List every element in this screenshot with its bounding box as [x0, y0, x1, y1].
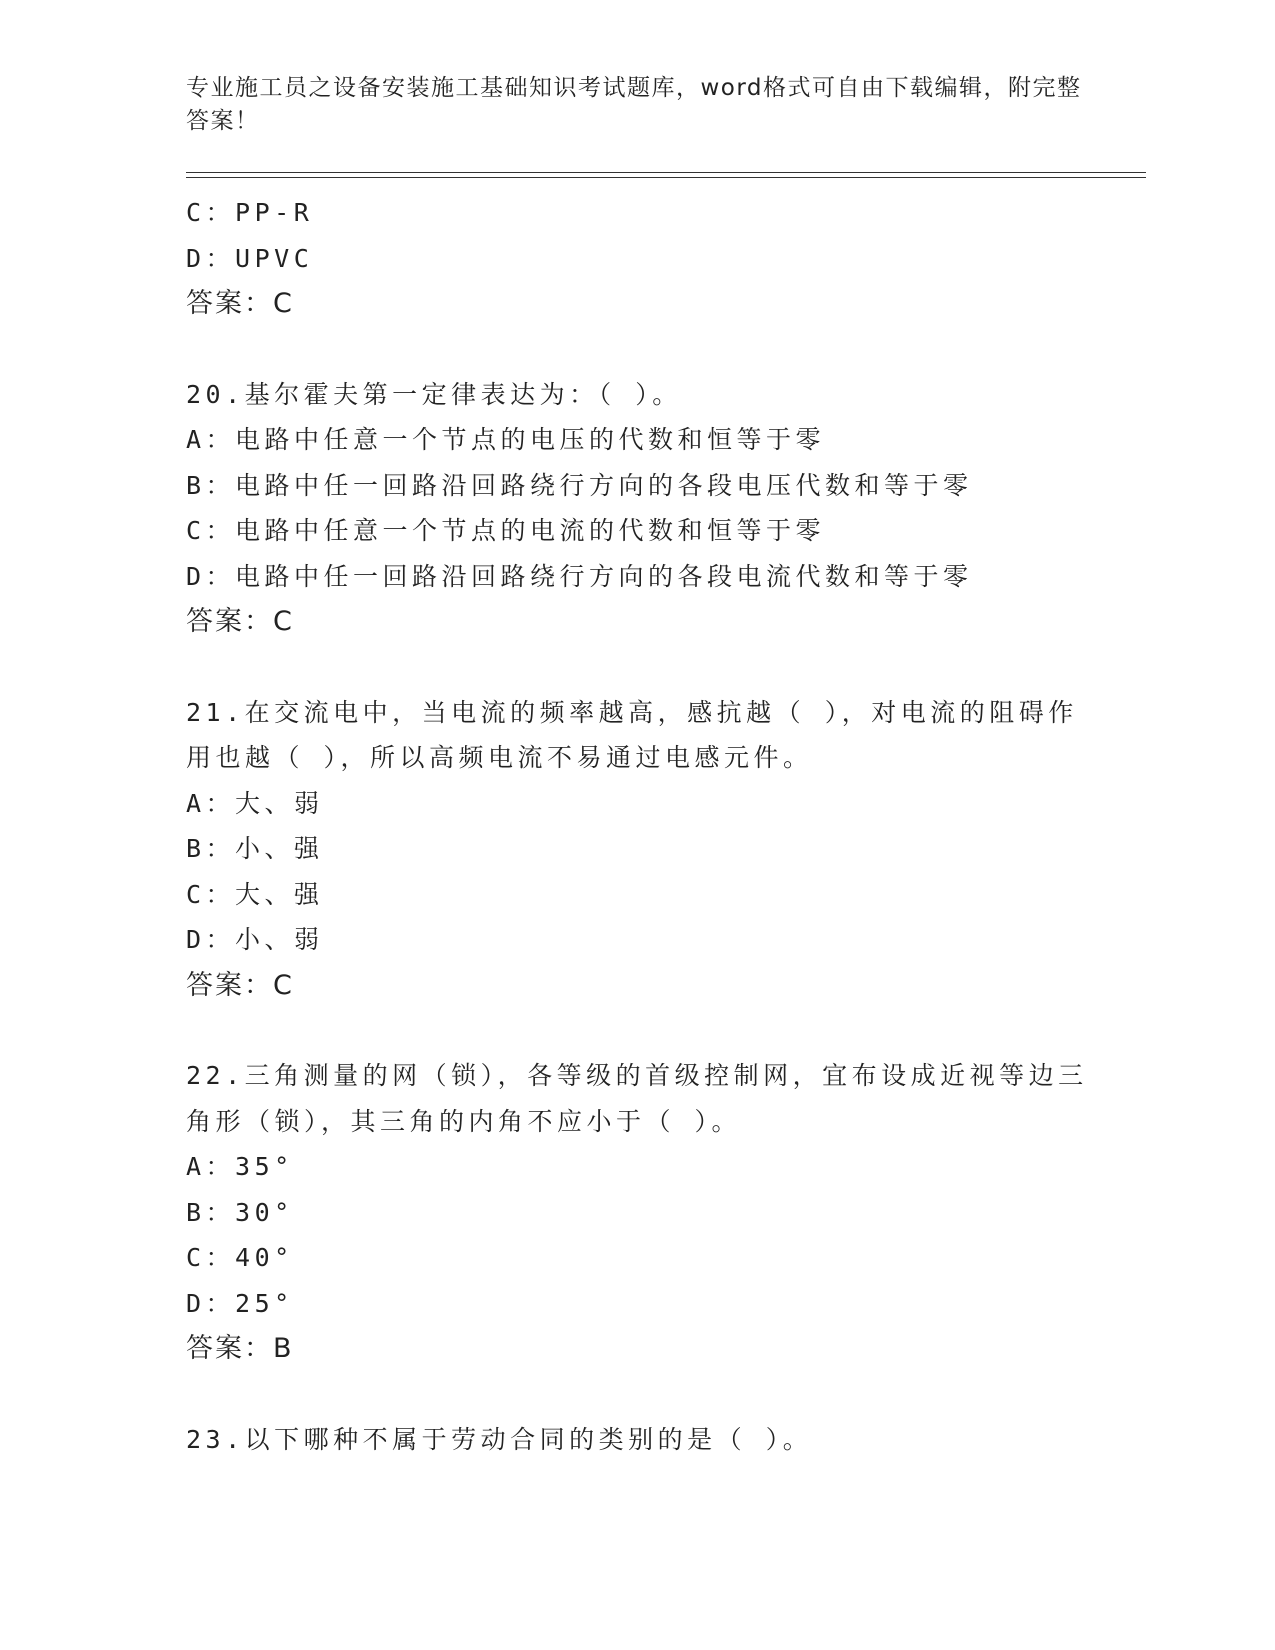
question-stem: 23.以下哪种不属于劳动合同的类别的是（ ）。 — [186, 1424, 813, 1454]
option-line: B：电路中任一回路沿回路绕行方向的各段电压代数和等于零 — [186, 470, 973, 500]
question-stem: 22.三角测量的网（锁），各等级的首级控制网，宜布设成近视等边三 — [186, 1061, 1088, 1090]
header-title: 专业施工员之设备安装施工基础知识考试题库，word格式可自由下载编辑，附完整答案！ — [186, 75, 1082, 134]
option-line: C：40° — [186, 1243, 294, 1272]
option-line: C：PP-R — [186, 198, 314, 227]
option-line: D：小、弱 — [186, 925, 324, 954]
option-line: B：小、强 — [186, 834, 324, 863]
option-line: A：大、弱 — [186, 788, 324, 818]
question-21 — [186, 690, 1126, 1009]
header-divider-upper — [186, 172, 1146, 173]
option-line: A：35° — [186, 1152, 294, 1181]
question-23 — [186, 1417, 1126, 1463]
option-line: B：30° — [186, 1197, 294, 1227]
answer-line: 答案：C — [186, 288, 294, 319]
page-header — [186, 72, 1086, 138]
question-stem: 21.在交流电中，当电流的频率越高，感抗越（ ），对电流的阻碍作 — [186, 697, 1078, 727]
question-20 — [186, 372, 1126, 645]
answer-line: 答案：C — [186, 969, 294, 1001]
option-line: C：大、强 — [186, 879, 324, 909]
question-stem: 20.基尔霍夫第一定律表达为：（ ）。 — [186, 379, 682, 409]
question-22 — [186, 1053, 1126, 1372]
question-stem: 用也越（ ），所以高频电流不易通过电感元件。 — [186, 743, 813, 772]
option-line: D：UPVC — [186, 243, 314, 273]
answer-line: 答案：C — [186, 606, 294, 637]
question-list — [186, 190, 1126, 1462]
question-stem: 角形（锁），其三角的内角不应小于（ ）。 — [186, 1106, 742, 1136]
option-line: A：电路中任意一个节点的电压的代数和恒等于零 — [186, 425, 826, 454]
header-divider-lower — [186, 177, 1146, 178]
option-line: C：电路中任意一个节点的电流的代数和恒等于零 — [186, 516, 826, 545]
answer-line: 答案：B — [186, 1333, 294, 1364]
option-line: D：电路中任一回路沿回路绕行方向的各段电流代数和等于零 — [186, 561, 973, 591]
option-line: D：25° — [186, 1288, 294, 1318]
